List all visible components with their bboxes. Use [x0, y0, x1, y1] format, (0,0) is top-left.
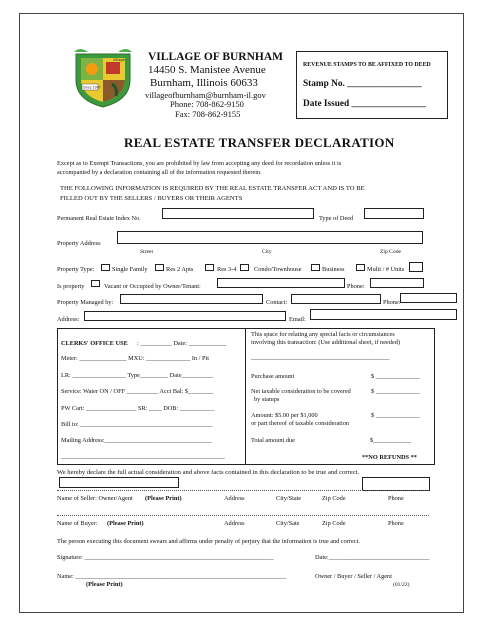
no-refunds-note: **NO REFUNDS ** — [362, 454, 417, 461]
res34-label: Res 3-4 — [217, 266, 237, 273]
net-taxable-label-2: by stamps — [254, 396, 280, 403]
intro-line-1: Except as to Exempt Transactions, you are prohibited by law from accepting any deed for recordation unless it is — [57, 160, 342, 167]
special-facts-note-1: This space for relating any special facts or circumstances — [251, 331, 395, 338]
street-caption: Street — [140, 249, 154, 255]
amount-rate-value[interactable]: $ ______________ — [371, 412, 420, 419]
manager-address-input[interactable] — [84, 311, 286, 321]
signature-field[interactable]: Signature: ____________________________________________________________ — [57, 554, 274, 561]
multi-checkbox[interactable] — [356, 264, 365, 271]
requirement-line-1: THE FOLLOWING INFORMATION IS REQUIRED BY THE REAL ESTATE TRANSFER ACT AND IS TO BE — [60, 185, 365, 192]
seller-citystate-caption: City/State — [276, 495, 302, 502]
intro-line-2: accompanied by a declaration containing all of the information requested therein. — [57, 169, 262, 176]
seller-zip-caption: Zip Code — [322, 495, 346, 502]
special-facts-note-2: involving this transaction: (Use additional sheet, if needed) — [251, 339, 400, 346]
pin-label: Permanent Real Estate Index No. — [57, 215, 141, 222]
seller-name-input[interactable] — [59, 477, 179, 488]
pin-input[interactable] — [162, 208, 314, 219]
declaration-statement: We hereby declare the full actual consideration and above facts contained in this declaration to be true and correct. — [57, 469, 360, 476]
printed-name-field[interactable]: Name: ___________________________________________________________________ — [57, 573, 287, 580]
buyer-zip-caption: Zip Code — [322, 520, 346, 527]
clerks-service-row: Service: Water ON / OFF __________ Acct Bal: $________ — [61, 388, 214, 395]
panel-divider — [245, 328, 246, 465]
purchase-amount-label: Purchase amount — [251, 373, 295, 380]
net-taxable-value[interactable]: $ ______________ — [371, 388, 420, 395]
seller-address-caption: Address — [224, 495, 245, 502]
occupant-phone-input[interactable] — [370, 278, 424, 288]
village-city: Burnham, Illinois 60633 — [150, 77, 258, 89]
clerks-blank-row: ____________________________________________________ — [61, 453, 225, 460]
managed-by-input[interactable] — [120, 294, 263, 304]
business-checkbox[interactable] — [311, 264, 320, 271]
contact-label: Contact: — [266, 299, 288, 306]
business-label: Business — [322, 266, 345, 273]
seller-phone-input[interactable] — [362, 477, 430, 491]
amount-rate-label-2: or part thereof of taxable consideration — [251, 420, 350, 427]
res2-label: Res 2 Apts — [166, 266, 194, 273]
special-facts-blank[interactable]: ____________________________________________ — [251, 354, 390, 361]
property-address-input[interactable] — [117, 231, 423, 244]
printed-name-note: (Please Print) — [86, 581, 123, 588]
signature-date-field[interactable]: Date:________________________________ — [315, 554, 430, 561]
managed-by-label: Property Managed by: — [57, 299, 114, 306]
purchase-amount-value[interactable]: $ ______________ — [371, 373, 420, 380]
single-family-checkbox[interactable] — [101, 264, 110, 271]
seller-name-label: Name of Seller: Owner/Agent — [57, 495, 133, 502]
buyer-phone-caption: Phone — [388, 520, 404, 527]
seal-text-top: Village — [113, 58, 125, 62]
clerks-title: CLERKS' OFFICE USE — [61, 340, 128, 347]
stamp-no-field[interactable]: Stamp No. ________________ — [303, 79, 422, 89]
village-seal-logo — [72, 48, 134, 108]
manager-phone-label: Phone: — [383, 299, 401, 306]
seller-print-note: (Please Print) — [145, 495, 182, 502]
village-phone: Phone: 708-862-9150 — [170, 99, 244, 109]
role-caption: Owner / Buyer / Seller / Agent — [315, 573, 392, 580]
buyer-print-note: (Please Print) — [107, 520, 144, 527]
res2-checkbox[interactable] — [155, 264, 164, 271]
net-taxable-label-1: Net taxable consideration to be covered — [251, 388, 351, 395]
total-due-value[interactable]: $____________ — [370, 437, 411, 444]
is-property-label: Is property — [57, 283, 85, 290]
village-fax: Fax: 708-862-9155 — [175, 109, 241, 119]
email-label: Email: — [289, 316, 306, 323]
phone-label: Phone: — [347, 283, 365, 290]
condo-checkbox[interactable] — [240, 264, 249, 271]
manager-address-label: Address: — [57, 316, 80, 323]
clerks-meter-row: Meter: _______________ MXU: ______________ In / Pit — [61, 355, 209, 362]
units-input[interactable] — [409, 262, 423, 272]
village-email: villageofburnham@burnham-il.gov — [145, 90, 266, 100]
total-due-label: Total amount due — [251, 437, 295, 444]
village-street: 14450 S. Manistee Avenue — [148, 64, 266, 76]
clerks-lr-row: LR: _________________ Type_________ Date__________ — [61, 372, 214, 379]
vacant-label: Vacant or Occupied by Owner/Tenant: — [104, 283, 201, 290]
seller-underline — [57, 490, 429, 491]
property-type-label: Property Type: — [57, 266, 95, 273]
deed-type-input[interactable] — [364, 208, 424, 219]
email-input[interactable] — [310, 309, 457, 320]
property-address-label: Property Address — [57, 240, 101, 247]
occupant-input[interactable] — [217, 278, 345, 288]
multi-label: Multi / # Units — [367, 266, 405, 273]
city-caption: City — [262, 249, 272, 255]
buyer-citystate-caption: City/Sate — [276, 520, 300, 527]
seal-text-bottom: Since 1907 — [83, 85, 101, 90]
clerks-and-consideration-box — [57, 328, 435, 465]
vacant-checkbox[interactable] — [91, 280, 100, 287]
condo-label: Condo/Townhouse — [254, 266, 302, 273]
clerks-bill-row: Bill to: __________________________________________ — [61, 421, 213, 428]
buyer-underline — [57, 515, 429, 516]
date-issued-field[interactable]: Date Issued ________________ — [303, 99, 426, 109]
requirement-line-2: FILLED OUT BY THE SELLERS / BUYERS OR THEIR AGENTS — [60, 195, 243, 202]
village-name: VILLAGE OF BURNHAM — [148, 51, 284, 63]
single-family-label: Single Family — [112, 266, 148, 273]
revision-date: (01/22) — [393, 582, 410, 588]
buyer-name-label: Name of Buyer: — [57, 520, 98, 527]
seller-phone-caption: Phone — [388, 495, 404, 502]
clerks-pw-row: PW Cart: ________________ SR: ____ DOB: ___________ — [61, 405, 215, 412]
zip-caption: Zip Code — [380, 249, 401, 255]
deed-type-label: Type of Deed — [319, 215, 354, 222]
form-title: REAL ESTATE TRANSFER DECLARATION — [124, 135, 395, 150]
contact-input[interactable] — [291, 294, 381, 304]
stamps-heading: REVENUE STAMPS TO BE AFFIXED TO DEED — [303, 62, 431, 68]
manager-phone-input[interactable] — [400, 293, 457, 303]
res34-checkbox[interactable] — [205, 264, 214, 271]
clerks-mailing-row: Mailing Address:__________________________________ — [61, 437, 212, 444]
clerks-date-row: : __________ Date: ____________ — [137, 340, 227, 347]
buyer-address-caption: Address — [224, 520, 245, 527]
amount-rate-label-1: Amount: $5.00 per $1,000 — [251, 412, 318, 419]
affirmation-statement: The person executing this document swears and affirms under penalty of perjury that the information is true and correct. — [57, 538, 360, 545]
